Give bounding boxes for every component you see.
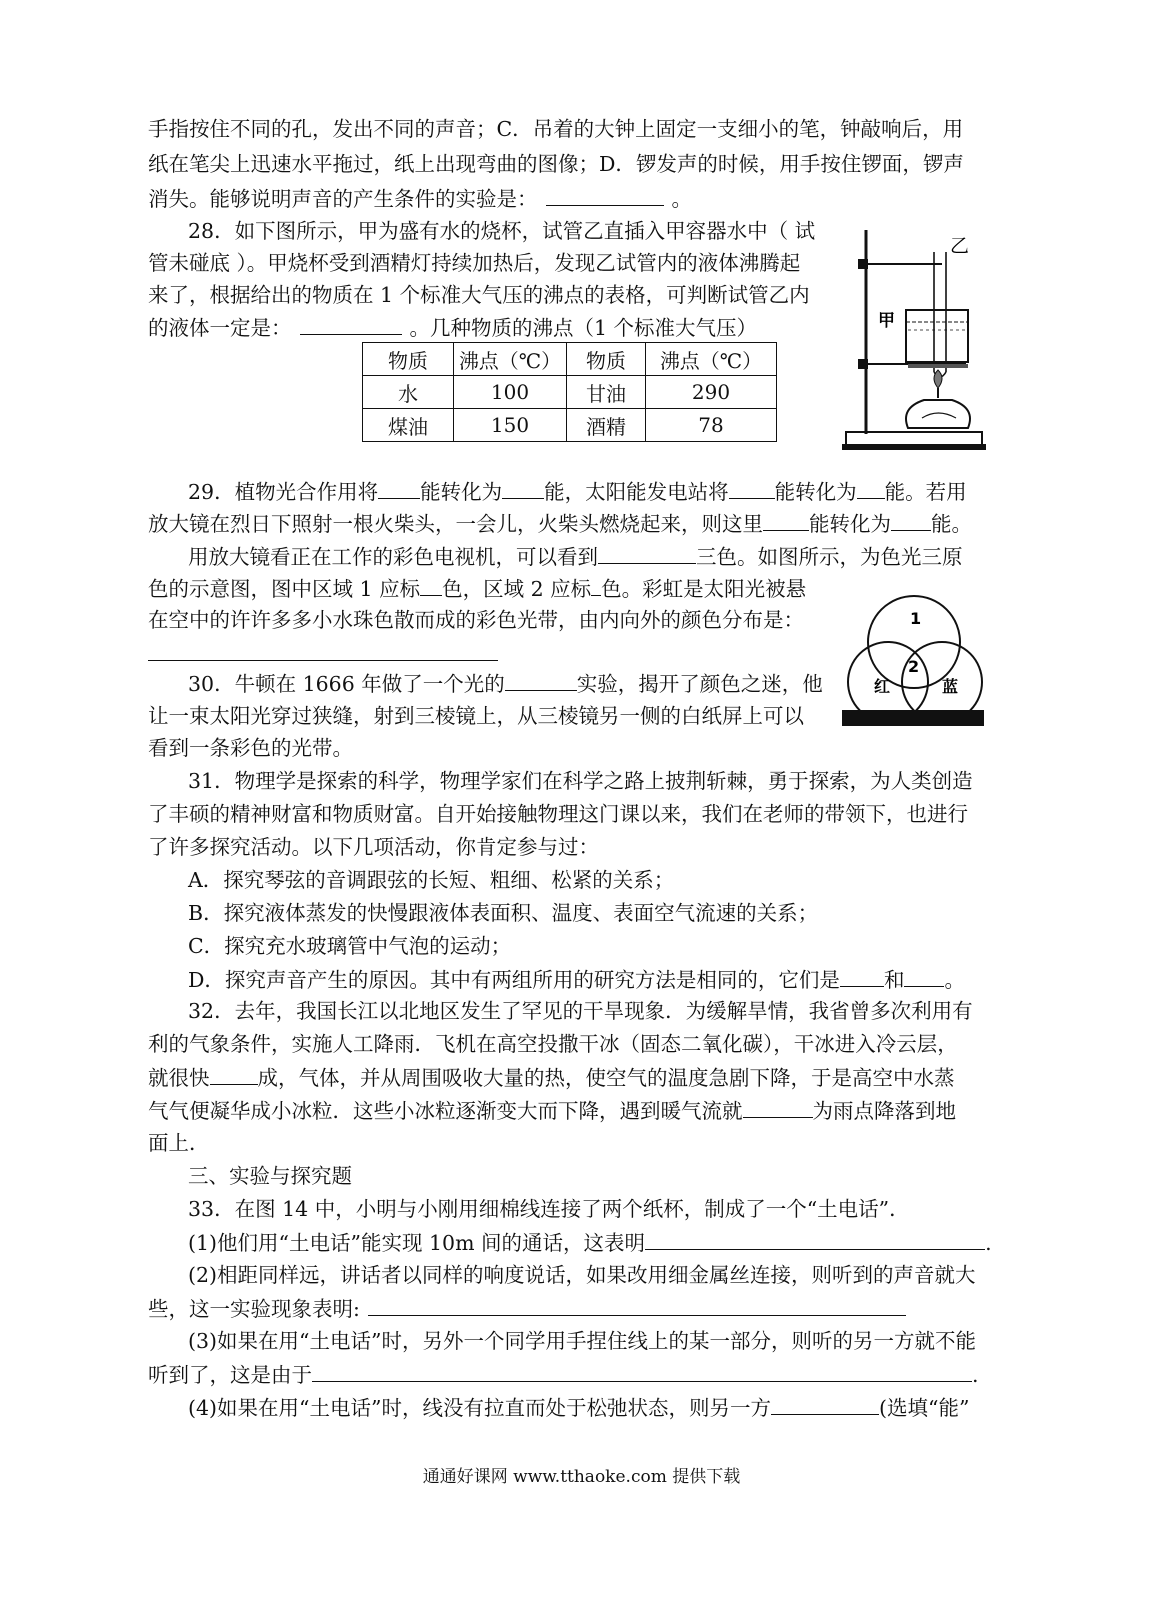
text: 用放大镜看正在工作的彩色电视机，可以看到 — [188, 545, 598, 569]
text: 色。彩虹是太阳光被悬 — [601, 577, 807, 601]
table-cell: 290 — [646, 376, 777, 409]
text-line — [148, 183, 692, 214]
answer-blank[interactable] — [743, 1095, 813, 1118]
table-cell: 甘油 — [567, 376, 646, 409]
text-line — [148, 1359, 979, 1390]
option-d — [188, 964, 965, 995]
text-line — [188, 1392, 969, 1423]
answer-blank[interactable] — [502, 476, 544, 499]
text: 能。若用 — [884, 480, 967, 504]
answer-blank[interactable] — [891, 508, 931, 531]
answer-blank[interactable] — [904, 964, 944, 987]
question-29-line — [188, 476, 967, 507]
text-line: 在空中的许许多多小水珠色散而成的彩色光带，由内向外的颜色分布是： — [148, 608, 804, 632]
text-line: 让一束太阳光穿过狭缝，射到三棱镜上，从三棱镜另一侧的白纸屏上可以 — [148, 704, 804, 728]
option-a: A．探究琴弦的音调跟弦的长短、粗细、松紧的关系； — [188, 868, 675, 892]
text-line — [148, 312, 757, 343]
text: D．探究声音产生的原因。其中有两组所用的研究方法是相同的，它们是 — [188, 968, 840, 992]
text: 29．植物光合作用将 — [188, 480, 379, 504]
text: 色，区域 2 应标 — [442, 577, 592, 601]
text: 能转化为 — [809, 512, 891, 536]
answer-blank[interactable] — [763, 508, 809, 531]
table-cell: 酒精 — [567, 409, 646, 442]
text: 。 — [671, 187, 692, 211]
option-c: C．探究充水玻璃管中气泡的运动； — [188, 934, 512, 958]
text: 气气便凝华成小冰粒．这些小冰粒逐渐变大而下降，遇到暖气流就 — [148, 1099, 743, 1123]
text-line — [148, 573, 806, 604]
text-line — [148, 1062, 955, 1093]
table-row — [363, 409, 777, 442]
answer-blank[interactable] — [505, 668, 577, 691]
text-line — [148, 1293, 906, 1324]
text: 。 — [944, 968, 965, 992]
answer-blank[interactable] — [546, 183, 664, 206]
text-line — [148, 1095, 956, 1126]
text-line — [188, 541, 963, 572]
section-heading: 三、实验与探究题 — [188, 1164, 352, 1188]
table-header-cell: 物质 — [363, 343, 454, 376]
text: 的液体一定是： — [148, 316, 292, 340]
text: 就很快 — [148, 1066, 210, 1090]
text: (选填“能” — [879, 1396, 970, 1420]
table-cell: 水 — [363, 376, 454, 409]
text: 听到了，这是由于 — [148, 1363, 312, 1387]
answer-blank[interactable] — [771, 1392, 879, 1415]
answer-blank[interactable] — [210, 1062, 258, 1085]
question-28-line: 28．如下图所示，甲为盛有水的烧杯，试管乙直插入甲容器水中（ 试 — [188, 219, 816, 243]
text: . — [972, 1363, 979, 1387]
text: . — [985, 1231, 992, 1255]
region-2-label: 2 — [908, 657, 920, 676]
text: 。几种物质的沸点（1 个标准大气压） — [409, 316, 758, 340]
text-line: (3)如果在用“土电话”时，另外一个同学用手捏住线上的某一部分，则听的另一方就不能 — [188, 1329, 976, 1353]
table-cell: 煤油 — [363, 409, 454, 442]
text-line: 了许多探究活动。以下几项活动，你肯定参与过： — [148, 835, 599, 859]
text: 能转化为 — [774, 480, 857, 504]
text: 能转化为 — [420, 480, 503, 504]
text-line — [188, 1227, 992, 1258]
table-cell: 78 — [646, 409, 777, 442]
text: 能，太阳能发电站将 — [544, 480, 729, 504]
question-33-line: 33．在图 14 中，小明与小刚用细棉线连接了两个纸杯，制成了一个“土电话”． — [188, 1197, 910, 1221]
text-line: 纸在笔尖上迅速水平拖过，纸上出现弯曲的图像；D．锣发声的时候，用手按住锣面，锣声 — [148, 152, 964, 176]
text-line: 管未碰底 ）。甲烧杯受到酒精灯持续加热后，发现乙试管内的液体沸腾起 — [148, 251, 801, 275]
question-31-line: 31．物理学是探索的科学，物理学家们在科学之路上披荆斩棘，勇于探索，为人类创造 — [188, 769, 973, 793]
region-1-label: 1 — [910, 609, 922, 628]
table-row — [363, 376, 777, 409]
label-yi: 乙 — [950, 235, 970, 257]
answer-blank[interactable] — [598, 541, 696, 564]
table-header-row — [363, 343, 777, 376]
answer-blank[interactable] — [857, 476, 885, 499]
boiling-point-table — [362, 342, 777, 442]
text: 些，这一实验现象表明: — [148, 1297, 360, 1321]
text: (1)他们用“土电话”能实现 10m 间的通话，这表明 — [188, 1231, 646, 1255]
answer-blank[interactable] — [840, 964, 884, 987]
page-footer: 通通好课网 www.tthaoke.com 提供下载 — [422, 1467, 741, 1487]
question-30-line — [188, 668, 823, 699]
text-line: 利的气象条件，实施人工降雨．飞机在高空投撒干冰（固态二氧化碳），干冰进入冷云层， — [148, 1032, 958, 1056]
text: 消失。能够说明声音的产生条件的实验是： — [148, 187, 538, 211]
text-line: 了丰硕的精神财富和物质财富。自开始接触物理这门课以来，我们在老师的带领下，也进行 — [148, 802, 968, 826]
text: 色的示意图，图中区域 1 应标 — [148, 577, 421, 601]
text-line: 来了，根据给出的物质在 1 个标准大气压的沸点的表格，可判断试管乙内 — [148, 283, 810, 307]
option-b: B．探究液体蒸发的快慢跟液体表面积、温度、表面空气流速的关系； — [188, 901, 819, 925]
table-cell: 100 — [454, 376, 567, 409]
red-label: 红 — [874, 677, 891, 696]
text: 为雨点降落到地 — [812, 1099, 956, 1123]
text-line: 看到一条彩色的光带。 — [148, 736, 353, 760]
text-line: 面上． — [148, 1131, 210, 1155]
text-line — [148, 508, 972, 539]
table-header-cell: 物质 — [567, 343, 646, 376]
boiling-apparatus-figure — [838, 222, 990, 454]
text: 实验，揭开了颜色之迷，他 — [576, 672, 823, 696]
table-header-cell: 沸点（℃） — [646, 343, 777, 376]
blue-label: 蓝 — [942, 677, 959, 696]
answer-blank[interactable] — [591, 573, 601, 596]
text: 成，气体，并从周围吸收大量的热，使空气的温度急剧下降，于是高空中水蒸 — [257, 1066, 955, 1090]
text: (4)如果在用“土电话”时，线没有拉直而处于松弛状态，则另一方 — [188, 1396, 771, 1420]
text: 能。 — [931, 512, 972, 536]
answer-blank[interactable] — [729, 476, 775, 499]
answer-blank[interactable] — [368, 1293, 906, 1316]
answer-blank[interactable] — [300, 312, 402, 335]
label-jia: 甲 — [878, 311, 895, 331]
question-32-line: 32．去年，我国长江以北地区发生了罕见的干旱现象．为缓解旱情，我省曾多次利用有 — [188, 999, 973, 1023]
text: 三色。如图所示，为色光三原 — [696, 545, 963, 569]
text: 30．牛顿在 1666 年做了一个光的 — [188, 672, 505, 696]
answer-blank[interactable] — [312, 1359, 972, 1382]
table-cell: 150 — [454, 409, 567, 442]
answer-blank[interactable] — [645, 1227, 985, 1250]
color-circles-figure — [840, 590, 988, 732]
answer-blank[interactable] — [378, 476, 420, 499]
answer-blank[interactable] — [420, 573, 442, 596]
answer-blank[interactable] — [148, 660, 498, 661]
text: 和 — [883, 968, 905, 992]
text-line: (2)相距同样远，讲话者以同样的响度说话，如果改用细金属丝连接，则听到的声音就大 — [188, 1263, 976, 1287]
text-line: 手指按住不同的孔，发出不同的声音；C．吊着的大钟上固定一支细小的笔，钟敲响后，用 — [148, 117, 964, 141]
text: 放大镜在烈日下照射一根火柴头，一会儿，火柴头燃烧起来，则这里 — [148, 512, 763, 536]
table-header-cell: 沸点（℃） — [454, 343, 567, 376]
